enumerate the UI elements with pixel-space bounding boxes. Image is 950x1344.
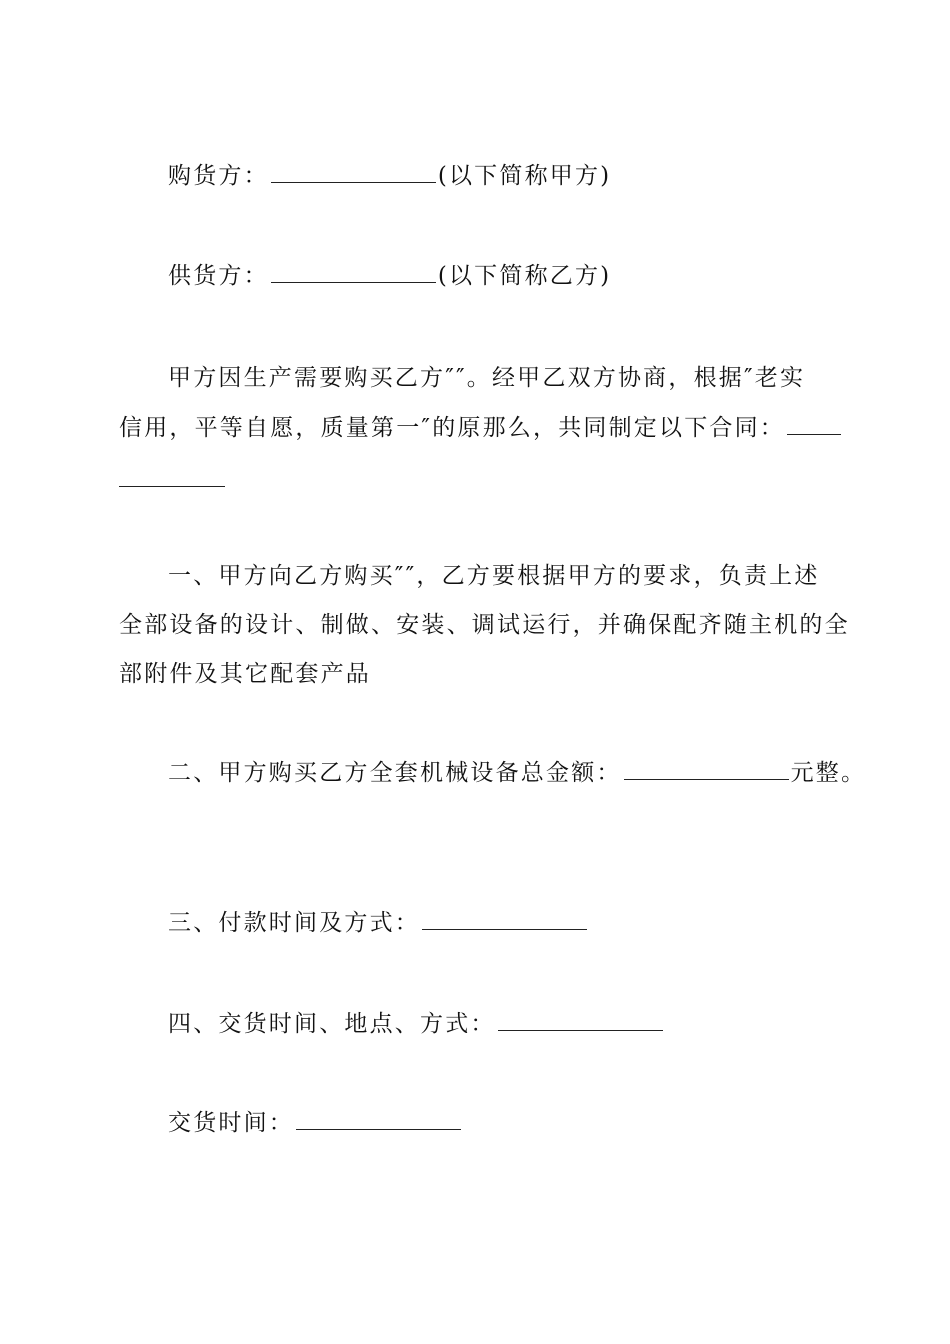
supplier-line (168, 252, 611, 301)
buyer-line (168, 152, 611, 201)
buyer-suffix: (以下简称甲方) (437, 163, 612, 189)
intro-line-2-text: 信用，平等自愿，质量第一″的原那么，共同制定以下合同： (119, 415, 785, 441)
buyer-label: 购货方： (168, 163, 269, 189)
clause2-label: 二、甲方购买乙方全套机械设备总金额： (168, 760, 622, 786)
clause3-label: 三、付款时间及方式： (168, 910, 420, 936)
supplier-blank (271, 260, 436, 283)
delivery-blank (498, 1008, 663, 1031)
payment-blank (422, 907, 587, 930)
clause1-line-2: 全部设备的设计、制做、安装、调试运行，并确保配齐随主机的全 (119, 612, 850, 638)
delivery-time-label: 交货时间： (168, 1110, 294, 1136)
supplier-suffix: (以下简称乙方) (437, 263, 612, 289)
intro-line-2 (119, 404, 843, 453)
clause4-label: 四、交货时间、地点、方式： (168, 1011, 496, 1037)
intro-blank-continuation (119, 486, 225, 487)
clause1-line-1: 一、甲方向乙方购买″″，乙方要根据甲方的要求，负责上述 (168, 563, 820, 589)
intro-line-1: 甲方因生产需要购买乙方″″。经甲乙双方协商，根据″老实 (168, 365, 806, 391)
delivery-time-blank (296, 1107, 461, 1130)
intro-blank (787, 412, 841, 435)
delivery-time-line (168, 1099, 463, 1148)
buyer-blank (271, 160, 436, 183)
clause1-line-3: 部附件及其它配套产品 (119, 661, 371, 687)
clause2-suffix: 元整。 (790, 760, 867, 786)
clause4-line (168, 1000, 665, 1049)
supplier-label: 供货方： (168, 263, 269, 289)
clause3-line (168, 899, 589, 948)
amount-blank (624, 757, 789, 780)
clause2-line (168, 749, 866, 798)
